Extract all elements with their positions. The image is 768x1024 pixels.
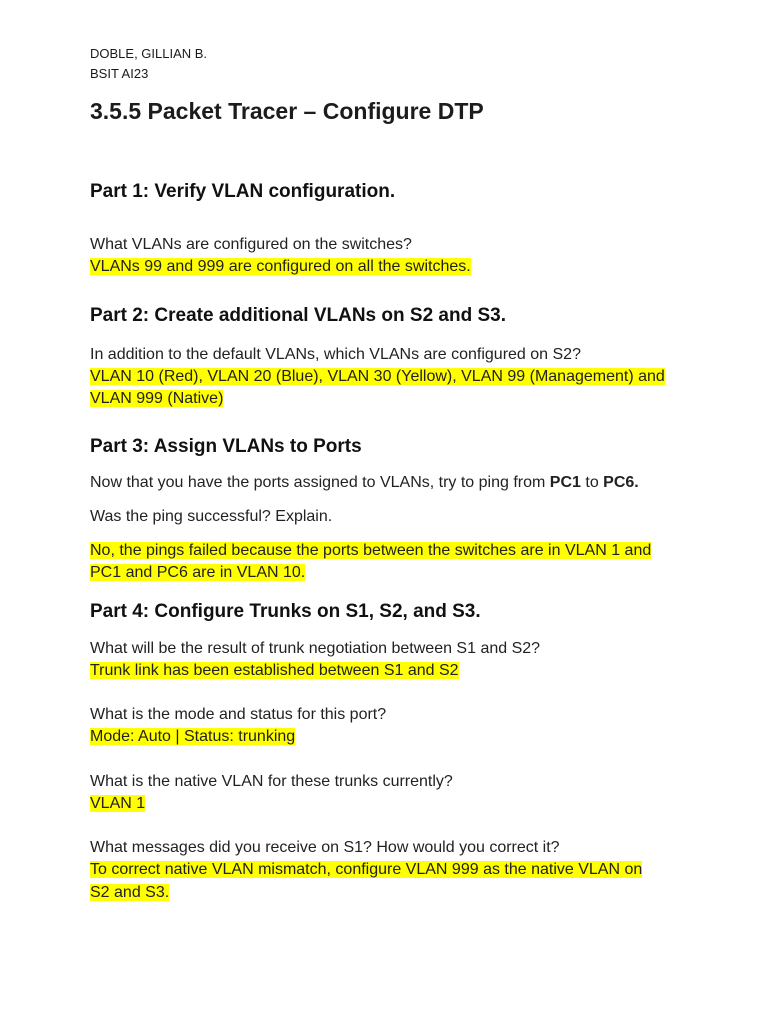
part-4-answer-2-text: Mode: Auto | Status: trunking [90,728,296,745]
part-3-heading: Part 3: Assign VLANs to Ports [90,435,362,457]
part-4-question-1: What will be the result of trunk negotiation between S1 and S2? [90,639,541,657]
part-2-heading: Part 2: Create additional VLANs on S2 and S3. [90,304,506,326]
part-4-answer-3-text: VLAN 1 [90,794,146,812]
part-1-heading: Part 1: Verify VLAN configuration. [90,181,396,202]
part-4-question-3: What is the native VLAN for these trunks currently? [90,772,453,790]
document-title: 3.5.5 Packet Tracer – Configure DTP [90,98,484,124]
part-1-question: What VLANs are configured on the switches? [90,236,412,253]
part-4-question-2: What is the mode and status for this port? [90,706,387,723]
part-2-answer [90,366,690,411]
part-3-question-1 [90,472,690,494]
part-4-question-4: What messages did you receive on S1? How would you correct it? [90,839,560,856]
part-4-answer-4-line-2: S2 and S3. [90,883,170,901]
part-4-answer-1-text: Trunk link has been established between S1 and S2 [90,661,459,679]
pc1-label: PC1 [549,473,581,491]
part-4-heading: Part 4: Configure Trunks on S1, S2, and S3. [90,600,481,622]
part-2-answer-line-2: VLAN 999 (Native) [90,390,224,407]
document-page [90,44,690,904]
part-3-question-1-text: Now that you have the ports assigned to VLANs, try to ping from [90,473,550,491]
author-name: DOBLE, GILLIAN B. [90,46,208,61]
part-4-answer-4 [90,859,690,904]
part-2-question: In addition to the default VLANs, which VLANs are configured on S2? [90,345,581,363]
author-section: BSIT AI23 [90,66,149,81]
part-3-answer [90,540,690,585]
part-4-answer-2 [90,726,690,749]
part-1-answer-text: VLANs 99 and 999 are configured on all the switches. [90,258,471,275]
part-3-question-2: Was the ping successful? Explain. [90,507,333,525]
pc6-label: PC6. [603,473,639,491]
part-4-answer-3 [90,793,690,816]
part-3-question-1-to: to [580,473,604,491]
part-4-answer-1 [90,660,690,683]
part-2-answer-line-1: VLAN 10 (Red), VLAN 20 (Blue), VLAN 30 (Yellow), VLAN 99 (Management) and [90,367,665,385]
part-3-answer-line-1: No, the pings failed because the ports between the switches are in VLAN 1 and [90,541,652,559]
part-3-answer-line-2: PC1 and PC6 are in VLAN 10. [90,564,306,581]
part-4-answer-4-line-1: To correct native VLAN mismatch, configure VLAN 999 as the native VLAN on [90,861,643,878]
part-1-answer [90,256,690,279]
